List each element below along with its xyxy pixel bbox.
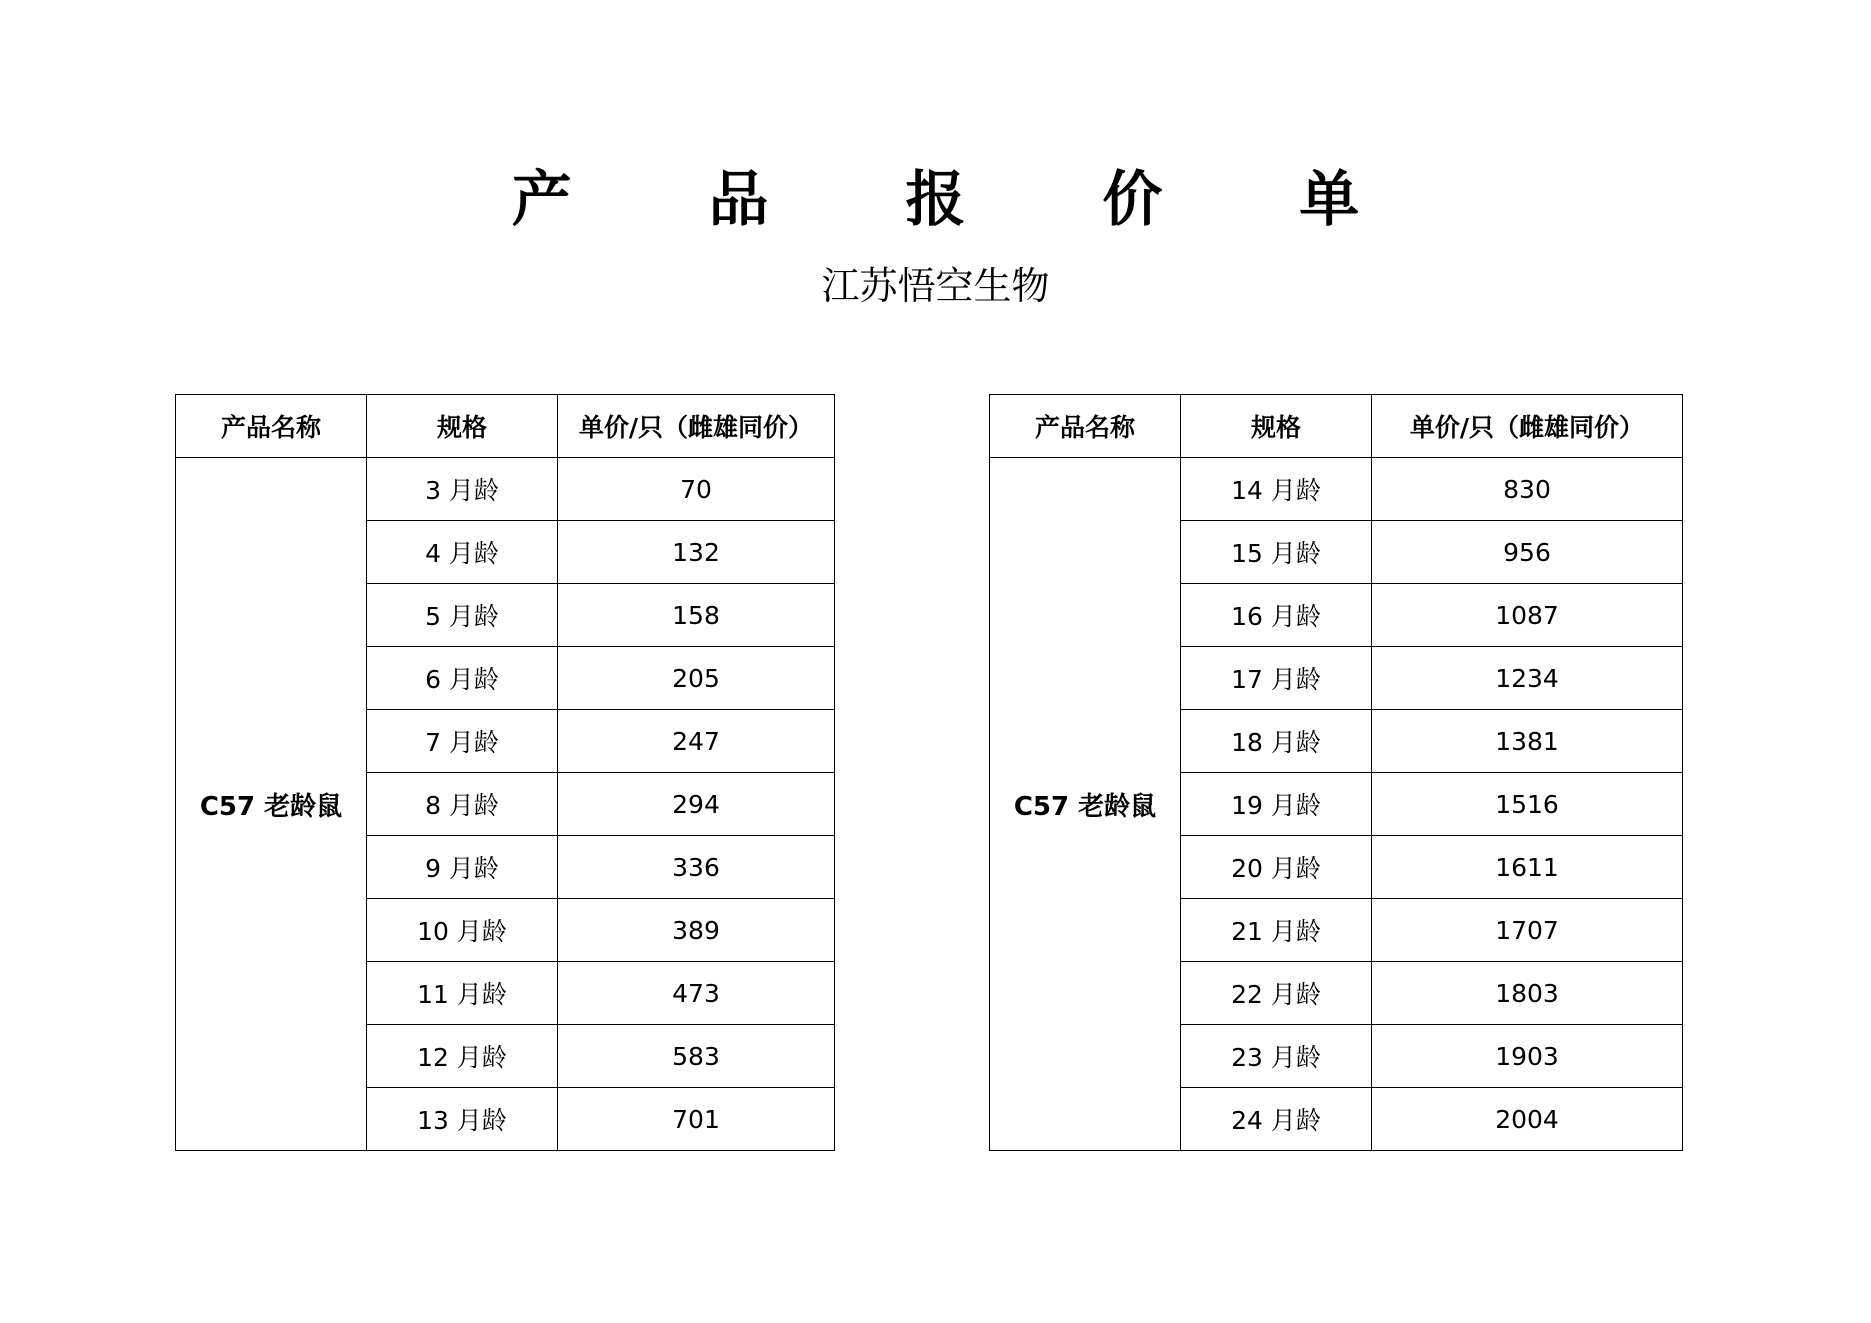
company-name: 江苏悟空生物: [821, 264, 1050, 308]
price-cell: 336: [558, 836, 835, 899]
spec-cell: 5 月龄: [367, 584, 558, 647]
price-cell: 1707: [1372, 899, 1683, 962]
spec-cell: 8 月龄: [367, 773, 558, 836]
spec-cell: 22 月龄: [1181, 962, 1372, 1025]
price-cell: 389: [558, 899, 835, 962]
table-row: [176, 458, 835, 521]
spec-cell: 10 月龄: [367, 899, 558, 962]
spec-cell: 23 月龄: [1181, 1025, 1372, 1088]
price-cell: 294: [558, 773, 835, 836]
price-cell: 1903: [1372, 1025, 1683, 1088]
price-cell: 830: [1372, 458, 1683, 521]
price-table-left: [175, 394, 835, 1151]
header-product-name: 产品名称: [176, 395, 367, 458]
spec-cell: 19 月龄: [1181, 773, 1372, 836]
header-spec: 规格: [1181, 395, 1372, 458]
spec-cell: 3 月龄: [367, 458, 558, 521]
spec-cell: 7 月龄: [367, 710, 558, 773]
spec-cell: 20 月龄: [1181, 836, 1372, 899]
table-row: [990, 458, 1683, 521]
price-cell: 1234: [1372, 647, 1683, 710]
price-cell: 132: [558, 521, 835, 584]
spec-cell: 6 月龄: [367, 647, 558, 710]
header-unit-price: 单价/只（雌雄同价）: [1372, 395, 1683, 458]
price-cell: 205: [558, 647, 835, 710]
spec-cell: 13 月龄: [367, 1088, 558, 1151]
spec-cell: 12 月龄: [367, 1025, 558, 1088]
spec-cell: 9 月龄: [367, 836, 558, 899]
spec-cell: 15 月龄: [1181, 521, 1372, 584]
price-cell: 701: [558, 1088, 835, 1151]
spec-cell: 17 月龄: [1181, 647, 1372, 710]
price-cell: 1087: [1372, 584, 1683, 647]
product-name-cell: C57 老龄鼠: [176, 458, 367, 1151]
header-unit-price: 单价/只（雌雄同价）: [558, 395, 835, 458]
table-header-row: [176, 395, 835, 458]
price-cell: 2004: [1372, 1088, 1683, 1151]
price-cell: 583: [558, 1025, 835, 1088]
spec-cell: 4 月龄: [367, 521, 558, 584]
price-cell: 70: [558, 458, 835, 521]
spec-cell: 11 月龄: [367, 962, 558, 1025]
price-cell: 956: [1372, 521, 1683, 584]
header-spec: 规格: [367, 395, 558, 458]
spec-cell: 14 月龄: [1181, 458, 1372, 521]
price-cell: 1516: [1372, 773, 1683, 836]
header-product-name: 产品名称: [990, 395, 1181, 458]
price-cell: 1611: [1372, 836, 1683, 899]
price-cell: 1381: [1372, 710, 1683, 773]
price-cell: 158: [558, 584, 835, 647]
price-cell: 247: [558, 710, 835, 773]
price-table-right: [989, 394, 1683, 1151]
spec-cell: 18 月龄: [1181, 710, 1372, 773]
spec-cell: 24 月龄: [1181, 1088, 1372, 1151]
page-title: 产 品 报 价 单: [511, 165, 1418, 235]
product-name-cell: C57 老龄鼠: [990, 458, 1181, 1151]
price-cell: 473: [558, 962, 835, 1025]
price-cell: 1803: [1372, 962, 1683, 1025]
table-header-row: [990, 395, 1683, 458]
spec-cell: 21 月龄: [1181, 899, 1372, 962]
spec-cell: 16 月龄: [1181, 584, 1372, 647]
